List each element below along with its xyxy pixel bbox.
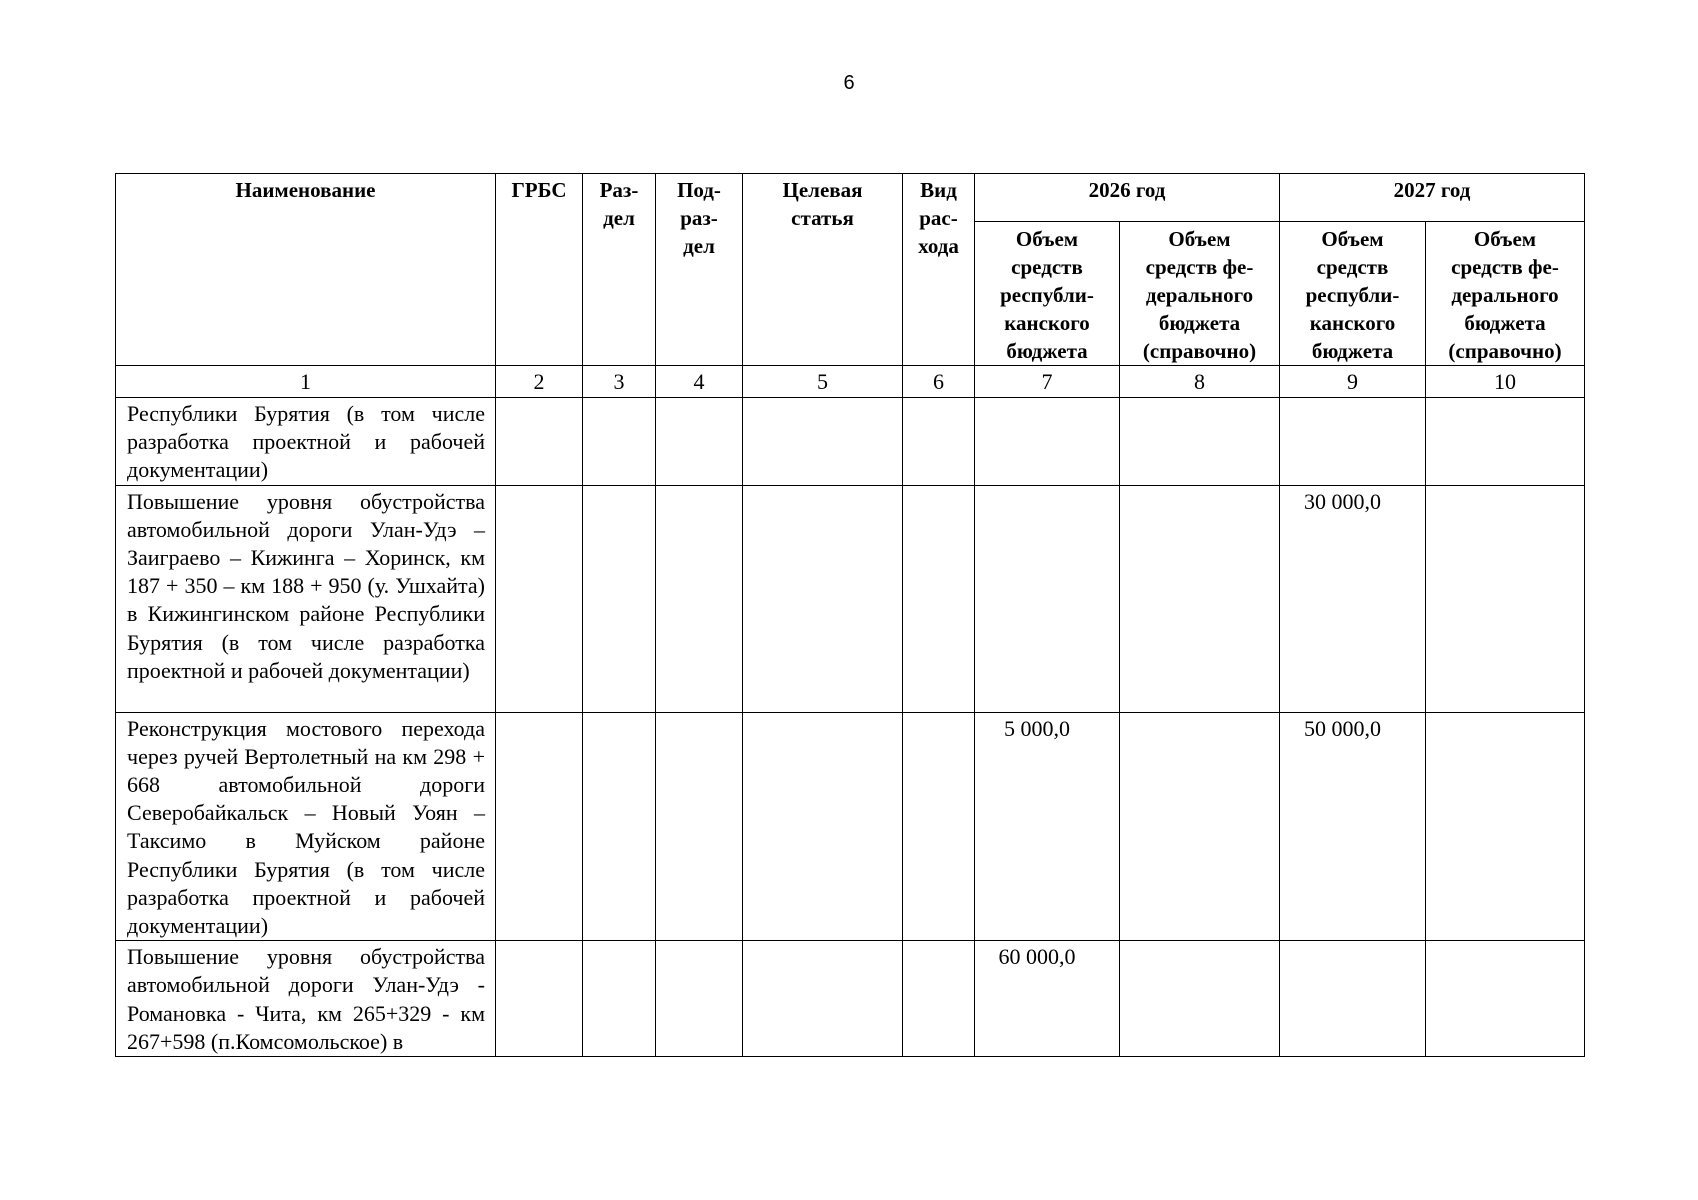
header-podrazdel: Под- раз- дел [656,174,743,366]
row-name: Республики Бурятия (в том числе разработка проектной и рабочей документации) [116,398,496,486]
table-row [116,485,1585,712]
row-2027-fed [1426,941,1585,1057]
budget-table [115,173,1585,1057]
column-number: 5 [743,366,903,398]
row-2026-fed [1120,712,1280,941]
row-grbs [496,485,583,712]
header-2026-rep-budget: Объем средств республи- канского бюджета [975,222,1120,366]
row-2026-rep [975,398,1120,486]
header-year-2027: 2027 год [1280,174,1585,222]
header-vid-rashoda: Вид рас- хода [903,174,975,366]
row-2026-fed [1120,398,1280,486]
row-celevaya [743,398,903,486]
header-razdel: Раз- дел [583,174,656,366]
table-row [116,941,1585,1057]
row-celevaya [743,485,903,712]
row-2026-rep [975,485,1120,712]
column-number: 10 [1426,366,1585,398]
column-number: 2 [496,366,583,398]
table-row [116,712,1585,941]
row-grbs [496,941,583,1057]
row-2027-fed [1426,485,1585,712]
column-numbers-row [116,366,1585,398]
row-celevaya [743,941,903,1057]
header-2026-fed-budget: Объем средств фе- дерального бюджета (справочно) [1120,222,1280,366]
header-year-2026: 2026 год [975,174,1280,222]
header-celevaya-statya: Целевая статья [743,174,903,366]
row-vid [903,941,975,1057]
column-number: 7 [975,366,1120,398]
row-razdel [583,485,656,712]
row-2026-fed [1120,941,1280,1057]
page-number: 6 [843,72,855,94]
row-2027-rep: 50 000,0 [1280,712,1426,941]
table-row [116,398,1585,486]
row-podrazdel [656,712,743,941]
row-podrazdel [656,941,743,1057]
row-name: Повышение уровня обустройства автомобильной дороги Улан-Удэ – Заиграево – Кижинга – Хоринск, км 187 + 350 – км 188 + 950 (у. Ушхайта) в Кижингинском районе Республики Бурятия (в том числе разработка проектной и рабочей документации) [116,485,496,712]
row-razdel [583,941,656,1057]
row-2027-rep: 30 000,0 [1280,485,1426,712]
row-celevaya [743,712,903,941]
row-vid [903,712,975,941]
row-vid [903,398,975,486]
row-podrazdel [656,485,743,712]
row-vid [903,485,975,712]
row-2026-rep: 60 000,0 [975,941,1120,1057]
header-2027-rep-budget: Объем средств республи- канского бюджета [1280,222,1426,366]
header-name: Наименование [116,174,496,366]
column-number: 4 [656,366,743,398]
column-number: 9 [1280,366,1426,398]
row-podrazdel [656,398,743,486]
column-number: 1 [116,366,496,398]
row-2027-rep [1280,398,1426,486]
row-2026-rep: 5 000,0 [975,712,1120,941]
row-razdel [583,398,656,486]
row-grbs [496,712,583,941]
column-number: 6 [903,366,975,398]
column-number: 8 [1120,366,1280,398]
row-2027-fed [1426,712,1585,941]
row-name: Реконструкция мостового перехода через ручей Вертолетный на км 298 + 668 автомобильной дороги Северобайкальск – Новый Уоян – Таксимо в Муйском районе Республики Бурятия (в том числе разработка проектной и рабочей документации) [116,712,496,941]
header-2027-fed-budget: Объем средств фе- дерального бюджета (справочно) [1426,222,1585,366]
row-2027-rep [1280,941,1426,1057]
row-2027-fed [1426,398,1585,486]
row-name: Повышение уровня обустройства автомобильной дороги Улан-Удэ - Романовка - Чита, км 265+329 - км 267+598 (п.Комсомольское) в [116,941,496,1057]
row-grbs [496,398,583,486]
row-2026-fed [1120,485,1280,712]
header-grbs: ГРБС [496,174,583,366]
column-number: 3 [583,366,656,398]
row-razdel [583,712,656,941]
